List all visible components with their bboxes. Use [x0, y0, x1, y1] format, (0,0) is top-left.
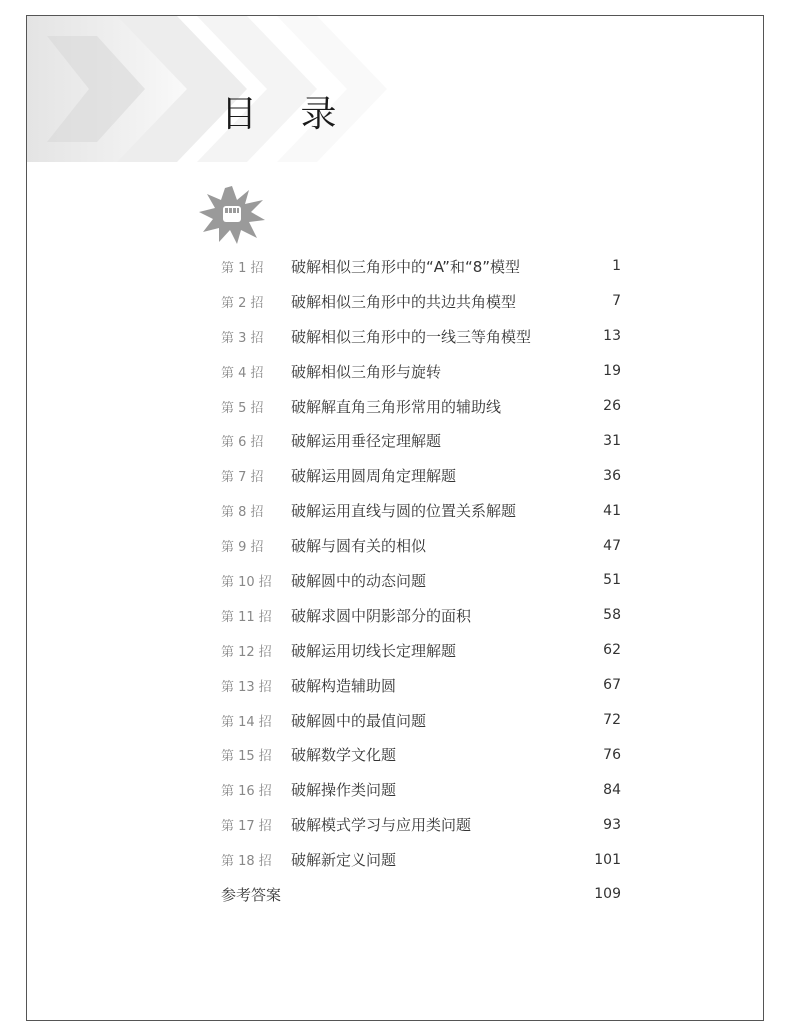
entry-number: 第 15 招	[221, 749, 272, 765]
toc-entry[interactable]	[221, 249, 621, 284]
entry-number: 第 6 招	[221, 435, 264, 451]
entry-number: 第 12 招	[221, 644, 272, 660]
toc-entry[interactable]	[221, 423, 621, 458]
entry-number: 第 3 招	[221, 330, 264, 346]
entry-number: 第 8 招	[221, 505, 264, 521]
toc-entry[interactable]	[221, 598, 621, 633]
toc-entry[interactable]	[221, 668, 621, 703]
entry-title: 破解运用垂径定理解题	[291, 432, 442, 451]
entry-number: 第 14 招	[221, 714, 272, 730]
entry-page: 58	[603, 607, 621, 624]
entry-title: 破解操作类问题	[291, 781, 397, 800]
entry-page: 36	[603, 467, 621, 484]
entry-page: 7	[612, 293, 621, 310]
toc-entry[interactable]	[221, 528, 621, 563]
table-of-contents	[221, 249, 621, 912]
entry-title: 破解新定义问题	[291, 851, 397, 870]
entry-number: 第 4 招	[221, 365, 264, 381]
entry-number: 第 13 招	[221, 679, 272, 695]
entry-page: 1	[612, 258, 621, 275]
entry-number: 第 1 招	[221, 260, 264, 276]
toc-entry[interactable]	[221, 737, 621, 772]
toc-entry[interactable]	[221, 493, 621, 528]
entry-number: 第 7 招	[221, 470, 264, 486]
toc-entry[interactable]	[221, 458, 621, 493]
burst-fist-icon	[199, 186, 265, 244]
entry-page: 72	[603, 712, 621, 729]
entry-page: 101	[594, 851, 621, 868]
toc-entry[interactable]	[221, 319, 621, 354]
answers-page: 109	[594, 886, 621, 903]
entry-page: 51	[603, 572, 621, 589]
toc-entry-answers[interactable]	[221, 877, 621, 912]
entry-page: 84	[603, 781, 621, 798]
entry-number: 第 18 招	[221, 854, 272, 870]
entry-title: 破解模式学习与应用类问题	[291, 816, 472, 835]
entry-page: 41	[603, 502, 621, 519]
entry-title: 破解求圆中阴影部分的面积	[291, 606, 472, 625]
entry-page: 93	[603, 816, 621, 833]
toc-entry[interactable]	[221, 772, 621, 807]
entry-number: 第 2 招	[221, 295, 264, 311]
toc-entry[interactable]	[221, 633, 621, 668]
entry-title: 破解相似三角形中的一线三等角模型	[291, 327, 532, 346]
toc-entry[interactable]	[221, 842, 621, 877]
page-frame	[26, 15, 764, 1021]
toc-entry[interactable]	[221, 807, 621, 842]
entry-title: 破解圆中的动态问题	[291, 571, 427, 590]
entry-title: 破解运用直线与圆的位置关系解题	[291, 502, 517, 521]
entry-title: 破解构造辅助圆	[291, 676, 397, 695]
entry-title: 破解相似三角形中的共边共角模型	[291, 292, 517, 311]
entry-page: 76	[603, 746, 621, 763]
entry-page: 67	[603, 677, 621, 694]
entry-title: 破解数学文化题	[291, 746, 397, 765]
entry-number: 第 17 招	[221, 819, 272, 835]
answers-title: 参考答案	[221, 885, 282, 904]
entry-page: 62	[603, 642, 621, 659]
entry-number: 第 16 招	[221, 784, 272, 800]
entry-number: 第 11 招	[221, 609, 272, 625]
page-title: 目 录	[221, 94, 353, 135]
entry-page: 19	[603, 363, 621, 380]
entry-title: 破解解直角三角形常用的辅助线	[291, 397, 502, 416]
entry-number: 第 10 招	[221, 574, 272, 590]
toc-entry[interactable]	[221, 563, 621, 598]
entry-title: 破解相似三角形与旋转	[291, 362, 442, 381]
entry-page: 26	[603, 398, 621, 414]
entry-number: 第 5 招	[221, 400, 264, 416]
entry-title: 破解相似三角形中的“A”和“8”模型	[291, 257, 521, 276]
toc-entry[interactable]	[221, 354, 621, 389]
entry-page: 13	[603, 328, 621, 345]
toc-entry[interactable]	[221, 389, 621, 424]
entry-page: 47	[603, 537, 621, 554]
toc-entry[interactable]	[221, 284, 621, 319]
entry-number: 第 9 招	[221, 540, 264, 556]
entry-title: 破解运用切线长定理解题	[291, 641, 457, 660]
entry-title: 破解与圆有关的相似	[291, 537, 427, 556]
toc-entry[interactable]	[221, 703, 621, 738]
entry-title: 破解运用圆周角定理解题	[291, 467, 457, 486]
chevron-banner	[27, 16, 764, 162]
entry-title: 破解圆中的最值问题	[291, 711, 427, 730]
entry-page: 31	[603, 432, 621, 449]
